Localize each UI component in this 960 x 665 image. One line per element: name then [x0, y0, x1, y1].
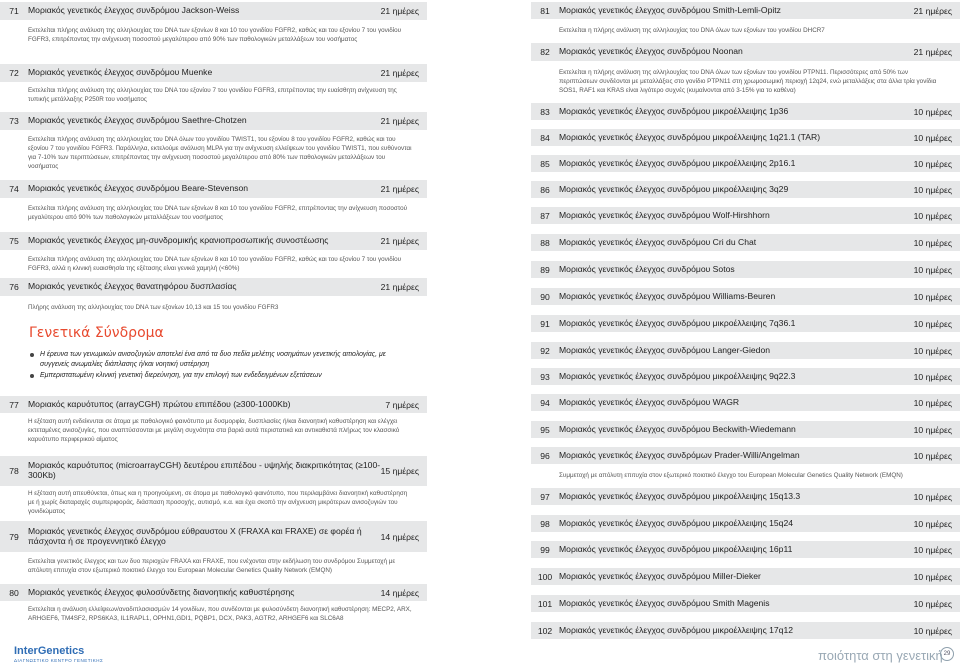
test-number: 84 [540, 132, 550, 143]
test-duration: 10 ημέρες [913, 158, 952, 169]
test-row [531, 315, 960, 332]
test-duration: 21 ημέρες [380, 68, 419, 78]
test-row [531, 129, 960, 146]
test-duration: 10 ημέρες [913, 132, 952, 143]
test-number: 75 [9, 236, 19, 246]
test-duration: 10 ημέρες [913, 291, 952, 302]
test-row [531, 447, 960, 464]
test-number: 74 [9, 184, 19, 194]
test-title: Μοριακός γενετικός έλεγχος συνδρόμου μικροέλλειψης 15q13.3 [559, 490, 801, 501]
test-title: Μοριακός γενετικός έλεγχος συνδρόμου μικροέλλειψης 2p16.1 [559, 157, 796, 168]
test-title: Μοριακός καρυότυπος (arrayCGH) πρώτου επιπέδου (≥300-1000Kb) [28, 398, 291, 409]
test-title: Μοριακός γενετικός έλεγχος συνδρόμου μικροέλλειψης 16p11 [559, 543, 793, 554]
bullet-item: Η έρευνα των γενωμικών ανισοζυγιών αποτελεί ένα από τα δυο πεδία μελέτης νοσημάτων γενετικής αιτιολογίας, με συγγενείς ανωμαλίες διάπλασης ή/και νοητική υστέρηση [28, 350, 413, 371]
test-row [531, 288, 960, 305]
test-description: Εκτελείται γενετικός έλεγχος και των δυο περιοχών FRAXA και FRAXE, που ενέχονται στην εκδήλωση του συνδρόμου Συμμετοχή με απόλυτη επιτυχία στον εξωτερικό ποιοτικό έλεγχο του European Molecular Genetics Quality Network (EMQN) [28, 558, 396, 574]
test-title: Μοριακός γενετικός έλεγχος συνδρόμου Sotos [559, 263, 735, 274]
test-description: Πλήρης ανάλυση της αλληλουχίας του DNA των εξονίων 10,13 και 15 του γονιδίου FGFR3 [28, 304, 279, 311]
test-title: Μοριακός γενετικός έλεγχος συνδρόμου Beckwith-Wiedemann [559, 423, 796, 434]
test-title: Μοριακός γενετικός έλεγχος συνδρόμου εύθραυστου Χ (FRAXA και FRAXE) σε φορέα ή πάσχοντα ή σε προγεννητικό έλεγχο [28, 525, 362, 546]
test-row [0, 64, 427, 82]
test-title: Μοριακός γενετικός έλεγχος συνδρόμου Beare-Stevenson [28, 183, 249, 194]
test-duration: 10 ημέρες [913, 424, 952, 435]
test-row [0, 521, 427, 552]
test-row [0, 180, 427, 198]
test-number: 82 [540, 47, 550, 57]
test-duration: 10 ημέρες [913, 371, 952, 382]
test-row [0, 232, 427, 250]
test-row [531, 155, 960, 172]
test-title: Μοριακός γενετικός έλεγχος συνδρόμου Williams-Beuren [559, 290, 776, 301]
test-row [531, 515, 960, 532]
test-number: 79 [9, 531, 19, 542]
test-row [531, 234, 960, 251]
test-duration: 10 ημέρες [913, 237, 952, 248]
test-number: 90 [540, 291, 550, 302]
test-row [0, 2, 427, 20]
test-duration: 10 ημέρες [913, 544, 952, 555]
test-number: 93 [540, 371, 550, 382]
test-number: 81 [540, 5, 550, 16]
test-title: Μοριακός γενετικός έλεγχος συνδρόμου μικροέλλειψης 9q22.3 [559, 370, 796, 381]
test-row [531, 43, 960, 61]
test-row [531, 622, 960, 639]
test-description: Εκτελείται η πλήρης ανάλυση της αλληλουχίας του DNA όλων των εξονίων του γονιδίου DHCR7 [559, 27, 825, 34]
test-number: 94 [540, 397, 550, 408]
test-number: 88 [540, 237, 550, 248]
test-row [531, 421, 960, 438]
test-number: 72 [9, 68, 19, 78]
test-duration: 21 ημέρες [380, 282, 419, 292]
test-title: Μοριακός γενετικός έλεγχος φυλοσύνδετης διανοητικής καθυστέρησης [28, 586, 295, 597]
test-row [531, 207, 960, 224]
test-duration: 10 ημέρες [913, 210, 952, 221]
test-number: 87 [540, 210, 550, 221]
test-number: 76 [9, 282, 19, 292]
test-title: Μοριακός γενετικός έλεγχος συνδρόμου μικροέλλειψης 3q29 [559, 183, 789, 194]
test-title: Μοριακός γενετικός έλεγχος θανατηφόρου δυσπλασίας [28, 281, 237, 292]
test-number: 85 [540, 158, 550, 169]
test-description: Η εξέταση αυτή απευθύνεται, όπως και η προηγούμενη, σε άτομα με παθολογικό φαινότυπο, που περιλαμβάνει διανοητική καθυστέρηση με ή χωρίς διαταραχές συμπεριφοράς, διάσπαση προσοχής, αυτισμό, κ.α. και έχει σκοπό την ανίχνευση μικρότερων ανισοζυγιών του γονιδιώματος [28, 490, 408, 515]
test-row [531, 488, 960, 505]
test-number: 77 [9, 399, 19, 410]
test-row [0, 584, 427, 601]
test-number: 71 [9, 6, 19, 16]
test-number: 97 [540, 491, 550, 502]
test-title: Μοριακός γενετικός έλεγχος συνδρόμου Cri du Chat [559, 236, 757, 247]
test-duration: 14 ημέρες [380, 531, 419, 542]
test-title: Μοριακός καρυότυπος (microarrayCGH) δευτέρου επιπέδου - υψηλής διακριτικότητας (≥100-300Kb) [28, 460, 381, 480]
test-row [531, 595, 960, 612]
test-description: Εκτελείται η πλήρης ανάλυση της αλληλουχίας του DNA όλων των εξονίων του γονιδίου PTPN11. Περισσότερες από 50% των περιπτώσεων συνδέονται με μεταλλάξεις στο γονίδιο PTPN11 στη χρωμοσωμική περιοχή 12q24, ενώ μεταλλάξεις στα άλλα τρία γονίδια SOS1, RAF1 και KRAS είναι λιγότερο συχνές (κυμαίνονται από 3-15% για το καθένα) [559, 69, 937, 94]
test-title: Μοριακός γενετικός έλεγχος συνδρόμου Smith-Lemli-Opitz [559, 4, 781, 15]
test-number: 80 [9, 587, 19, 598]
test-number: 99 [540, 544, 550, 555]
test-title: Μοριακός γενετικός έλεγχος συνδρόμου Miller-Dieker [559, 570, 761, 581]
test-title: Μοριακός γενετικός έλεγχος συνδρόμου μικροέλλειψης 7q36.1 [559, 317, 796, 328]
test-duration: 10 ημέρες [913, 491, 952, 502]
test-title: Μοριακός γενετικός έλεγχος συνδρόμου WAGR [559, 396, 740, 407]
test-number: 100 [537, 571, 553, 582]
test-duration: 10 ημέρες [913, 345, 952, 356]
test-title: Μοριακός γενετικός έλεγχος συνδρόμου Wolf-Hirshhorn [559, 209, 770, 220]
test-description: Εκτελείται πλήρης ανάλυση της αλληλουχίας του DNA των εξονίων 8 και 10 του γονιδίου FGFR2, επιτρέποντας την ανίχνευση ποσοστού μεγαλύτερου από 90% των παθολογικών μεταλλάξεων του νοσήματος [28, 205, 408, 221]
test-row [0, 456, 427, 486]
page-number: 29 [940, 647, 954, 661]
test-duration: 15 ημέρες [380, 466, 419, 476]
test-title: Μοριακός γενετικός έλεγχος συνδρόμου Saethre-Chotzen [28, 115, 247, 126]
genetic-syndromes-heading: Γενετικά Σύνδρομα [29, 325, 164, 341]
test-duration: 21 ημέρες [380, 236, 419, 246]
test-description: Εκτελείται πλήρης ανάλυση της αλληλουχίας του DNA του εξονίου 7 του γονιδίου FGFR3, επιτρέποντας την ευαίσθητη ανίχνευση της τυπικής μετάλλαξης P250R του νοσήματος [28, 87, 397, 103]
test-row [531, 541, 960, 558]
test-duration: 21 ημέρες [380, 184, 419, 194]
test-number: 86 [540, 184, 550, 195]
test-description: Εκτελείται η ανάλυση ελλείψεων/αναδιπλασιασμών 14 γονιδίων, που συνδέονται με φυλοσύνδετη διανοητική καθυστέρηση: MECP2, ARX, ARHGEF6, TM4SF2, RPS6KA3, IL1RAPL1, OPHN1,GDI1, PQBP1, DCX, PAK3, AGTR2, ARHGEF6 και SLC6A8 [28, 606, 412, 622]
logo-subtitle: ΔΙΑΓΝΩΣΤΙΚΟ ΚΕΝΤΡΟ ΓΕΝΕΤΙΚΗΣ [14, 658, 104, 663]
test-title: Μοριακός γενετικός έλεγχος συνδρόμου Jackson-Weiss [28, 5, 240, 16]
test-description: Εκτελείται πλήρης ανάλυση της αλληλουχίας του DNA των εξονίων 8 και 10 του γονιδίου FGFR2, καθώς και του εξονίου 7 του γονιδίου FGFR3, αλλά η κλινική ευαισθησία της εξέτασης είναι γενικά χαμηλή (<60%) [28, 256, 402, 272]
genetic-syndromes-bullets [28, 350, 413, 381]
test-duration: 10 ημέρες [913, 571, 952, 582]
test-title: Μοριακός γενετικός έλεγχος συνδρόμου μικροέλλειψης 15q24 [559, 517, 794, 528]
test-duration: 10 ημέρες [913, 318, 952, 329]
test-title: Μοριακός γενετικός έλεγχος συνδρόμου Noonan [559, 46, 743, 57]
test-title: Μοριακός γενετικός έλεγχος συνδρόμου Smith Magenis [559, 597, 770, 608]
test-row [531, 103, 960, 120]
test-duration: 10 ημέρες [913, 598, 952, 609]
test-number: 89 [540, 264, 550, 275]
test-description: Εκτελείται πλήρης ανάλυση της αλληλουχίας του DNA όλων του γονιδίου TWIST1, του εξονίου 8 του γονιδίου FGFR2, καθώς και του εξονίου 7 του γονιδίου FGFR3. Παράλληλα, εκτελούμε ανάλυση MLPA για την ανίχνευση ελλείψεων του γονιδίου TWIST1, που ευθύνονται για 7-10% των περιπτώσεων, επιτρέποντας την ανίχνευση ποσοστού μεγαλύτερου από 80% των παθολογικών μεταλλάξεων του νοσήματος [28, 136, 412, 170]
test-duration: 10 ημέρες [913, 397, 952, 408]
test-number: 101 [537, 598, 553, 609]
test-duration: 10 ημέρες [913, 264, 952, 275]
test-title: Μοριακός γενετικός έλεγχος συνδρόμου Langer-Giedon [559, 344, 771, 355]
test-title: Μοριακός γενετικός έλεγχος μη-συνδρομικής κρανιοπροσωπικής συνοστέωσης [28, 235, 329, 246]
test-number: 98 [540, 518, 550, 529]
test-row [531, 394, 960, 411]
test-description: Εκτελείται πλήρης ανάλυση της αλληλουχίας του DNA των εξονίων 8 και 10 του γονιδίου FGFR2, καθώς και του εξονίου 7 του γονιδίου FGFR3, επιτρέποντας την ανίχνευση ποσοστού μεγαλύτερου από 90% των παθολογικών μεταλλάξεων του νοσήματος [28, 27, 402, 43]
test-number: 83 [540, 106, 550, 117]
test-duration: 21 ημέρες [913, 5, 952, 16]
test-duration: 7 ημέρες [385, 399, 419, 410]
test-number: 102 [537, 625, 553, 636]
test-description: Συμμετοχή με απόλυτη επιτυχία στον εξωτερικό ποιοτικό έλεγχο του European Molecular Genetics Quality Network (EMQN) [559, 472, 903, 479]
test-duration: 21 ημέρες [380, 6, 419, 16]
tagline: ποιότητα στη γενετική [818, 648, 943, 663]
test-title: Μοριακός γενετικός έλεγχος συνδρόμων Prader-Willi/Angelman [559, 449, 800, 460]
test-number: 78 [9, 466, 19, 476]
test-duration: 21 ημέρες [913, 47, 952, 57]
logo: InterGenetics [14, 645, 85, 657]
test-duration: 10 ημέρες [913, 106, 952, 117]
test-row [0, 112, 427, 130]
test-duration: 10 ημέρες [913, 184, 952, 195]
test-number: 73 [9, 116, 19, 126]
test-row [531, 368, 960, 385]
test-duration: 14 ημέρες [380, 587, 419, 598]
test-number: 92 [540, 345, 550, 356]
test-duration: 10 ημέρες [913, 518, 952, 529]
test-row [0, 396, 427, 413]
test-row [531, 181, 960, 198]
test-description: Η εξέταση αυτή ενδείκνυται σε άτομα με παθολογικό φαινότυπο με δυσμορφία, δυσπλασίες ή/και διανοητική καθυστέρηση και ελέγχει εκτεταμένες ανισοζυγίες, που αναπτύσσονται με μεγάλη συχνότητα στα βαριά αυτά περιστατικά και αντικαθιστά πλήρως τον κλασσικό καρυότυπο περιφερικού αίματος [28, 418, 400, 443]
test-row [0, 278, 427, 296]
test-number: 95 [540, 424, 550, 435]
bullet-item: Εμπεριστατωμένη κλινική γενετική διερεύνηση, για την επιλογή των ενδεδειγμένων εξετάσεων [28, 371, 413, 381]
test-title: Μοριακός γενετικός έλεγχος συνδρόμου Muenke [28, 67, 213, 78]
test-number: 91 [540, 318, 550, 329]
test-duration: 21 ημέρες [380, 116, 419, 126]
test-title: Μοριακός γενετικός έλεγχος συνδρόμου μικροέλλειψης 1p36 [559, 105, 789, 116]
test-row [531, 261, 960, 278]
test-title: Μοριακός γενετικός έλεγχος συνδρόμου μικροέλλειψης 1q21.1 (TAR) [559, 131, 821, 142]
test-row [531, 2, 960, 19]
test-duration: 10 ημέρες [913, 625, 952, 636]
test-duration: 10 ημέρες [913, 450, 952, 461]
test-title: Μοριακός γενετικός έλεγχος συνδρόμου μικροέλλειψης 17q12 [559, 624, 794, 635]
test-number: 96 [540, 450, 550, 461]
test-row [531, 568, 960, 585]
test-row [531, 342, 960, 359]
